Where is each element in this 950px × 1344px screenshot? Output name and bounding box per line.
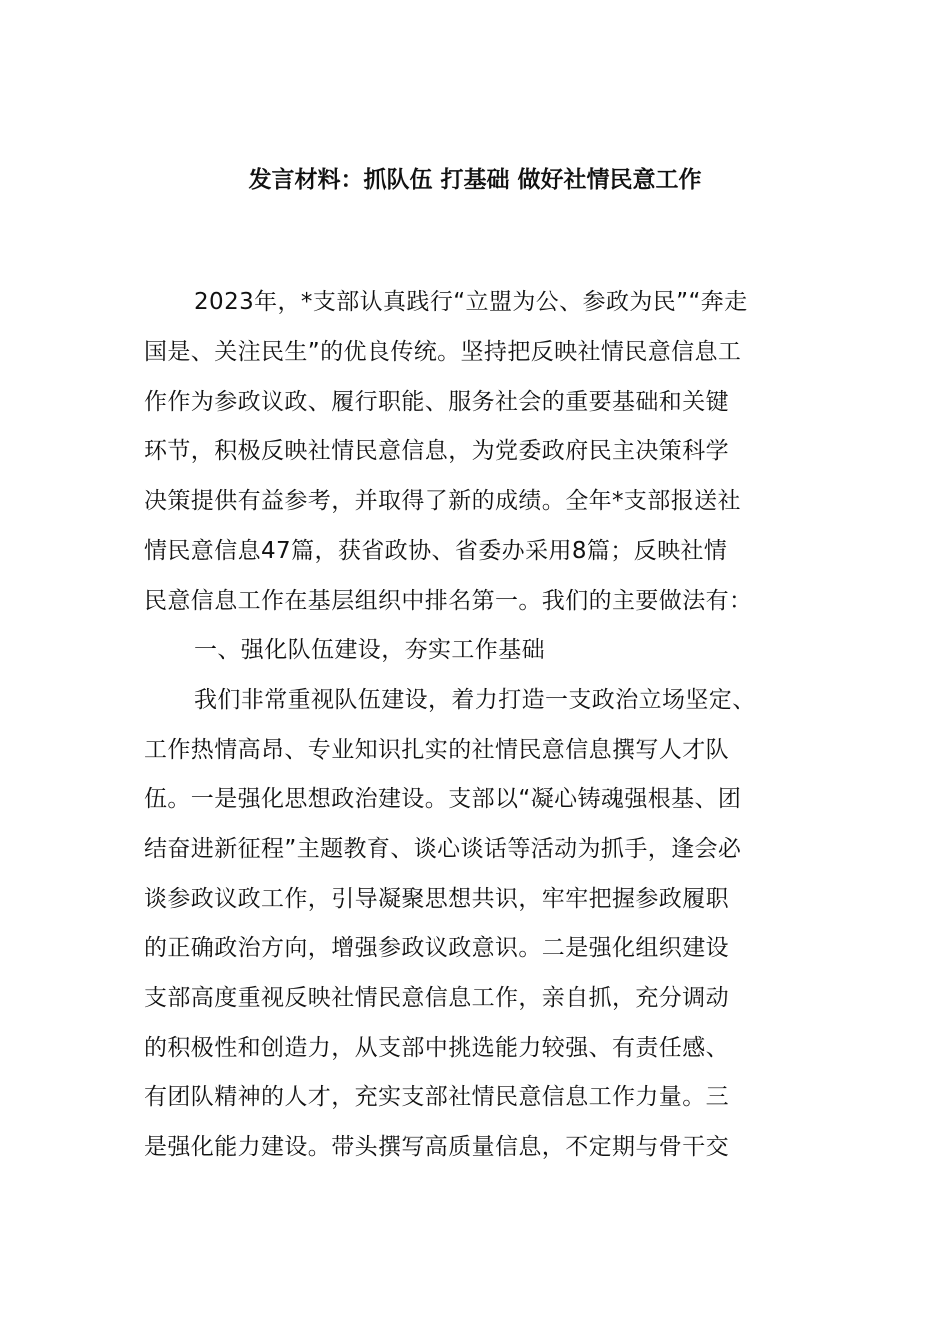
paragraph-line: 情民意信息47篇，获省政协、省委办采用8篇；反映社情 xyxy=(144,538,728,564)
paragraph-line: 环节，积极反映社情民意信息，为党委政府民主决策科学 xyxy=(144,438,729,464)
paragraph-line: 伍。一是强化思想政治建设。支部以“凝心铸魂强根基、团 xyxy=(144,786,742,812)
paragraph-line: 工作热情高昂、专业知识扎实的社情民意信息撰写人才队 xyxy=(144,737,729,763)
paragraph-line: 国是、关注民生”的优良传统。坚持把反映社情民意信息工 xyxy=(144,339,742,365)
paragraph-line: 的正确政治方向，增强参政议政意识。二是强化组织建设 xyxy=(144,935,729,961)
paragraph-line: 有团队精神的人才，充实支部社情民意信息工作力量。三 xyxy=(144,1084,729,1110)
document-title: 发言材料：抓队伍 打基础 做好社情民意工作 xyxy=(248,167,702,193)
paragraph-line: 我们非常重视队伍建设，着力打造一支政治立场坚定、 xyxy=(194,687,756,713)
paragraph-line: 作作为参政议政、履行职能、服务社会的重要基础和关键 xyxy=(144,389,729,415)
paragraph-line: 决策提供有益参考，并取得了新的成绩。全年*支部报送社 xyxy=(144,488,741,514)
paragraph-line: 结奋进新征程”主题教育、谈心谈话等活动为抓手，逢会必 xyxy=(144,836,742,862)
section-heading: 一、强化队伍建设，夯实工作基础 xyxy=(194,637,545,663)
paragraph-line: 2023年，*支部认真践行“立盟为公、参政为民”“奔走 xyxy=(194,289,748,315)
paragraph-line: 民意信息工作在基层组织中排名第一。我们的主要做法有： xyxy=(144,588,753,614)
paragraph-line: 谈参政议政工作，引导凝聚思想共识，牢牢把握参政履职 xyxy=(144,886,729,912)
paragraph-line: 支部高度重视反映社情民意信息工作，亲自抓，充分调动 xyxy=(144,985,729,1011)
paragraph-line: 是强化能力建设。带头撰写高质量信息，不定期与骨干交 xyxy=(144,1134,729,1160)
paragraph-line: 的积极性和创造力，从支部中挑选能力较强、有责任感、 xyxy=(144,1035,729,1061)
